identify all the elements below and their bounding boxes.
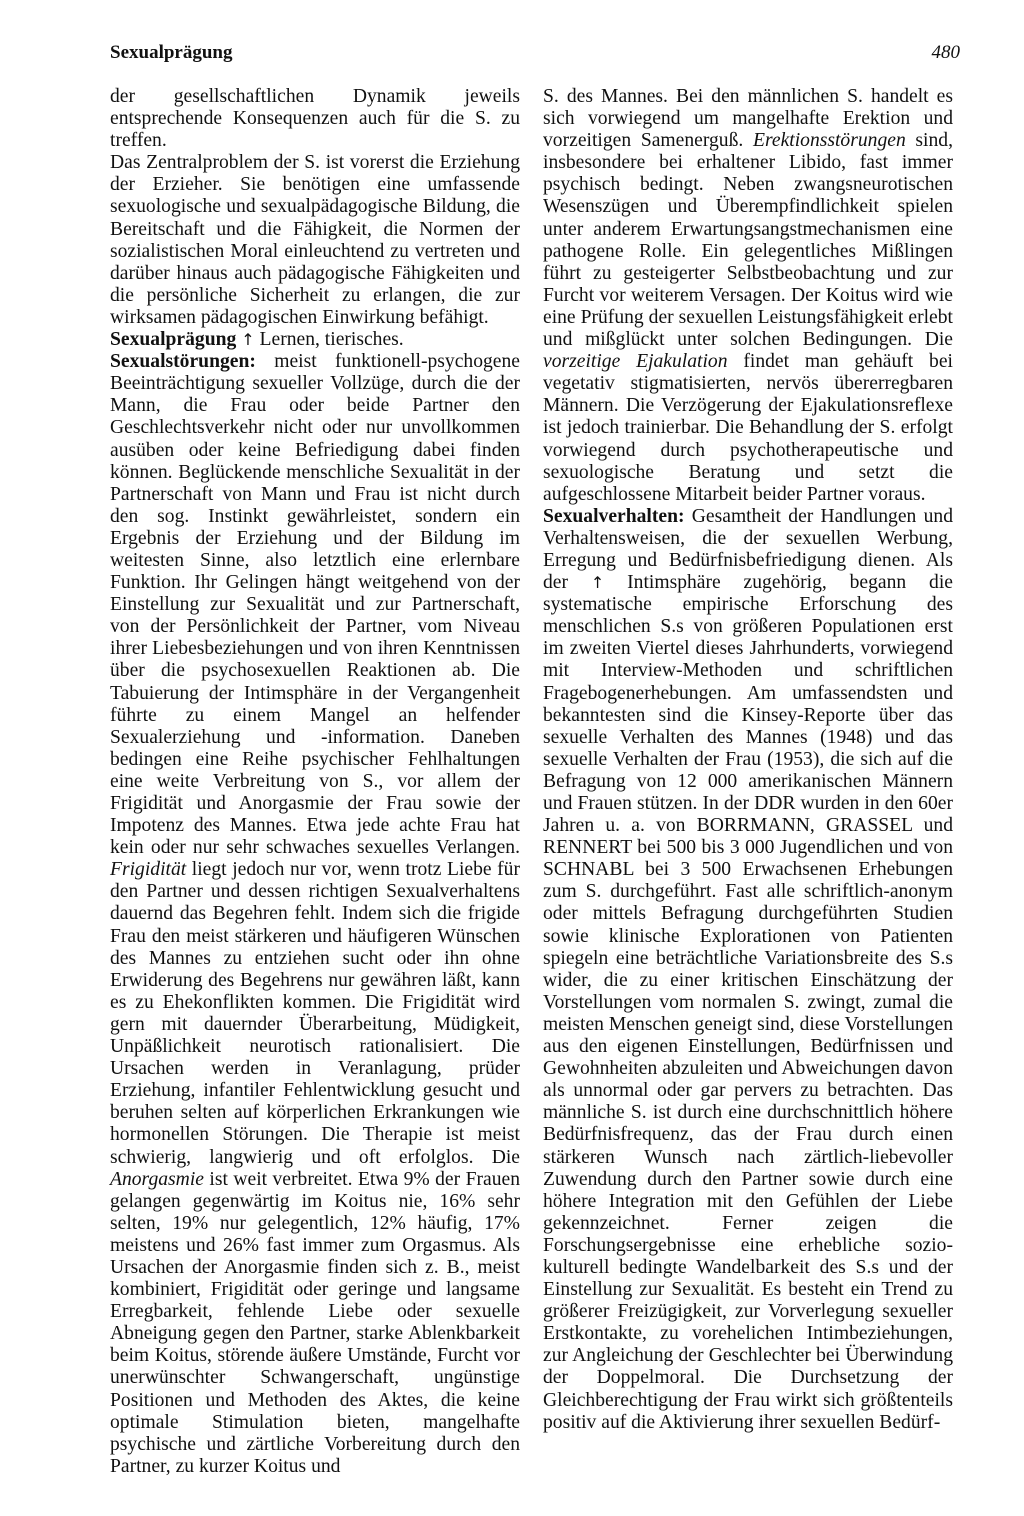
entry-sexualstoerungen (110, 351, 520, 1478)
entry-sexualpraegung (110, 329, 520, 351)
cross-reference-arrow-icon: ↑ (590, 573, 605, 593)
emphasis-term: Erektionsstörungen (753, 130, 906, 152)
entry-term: Sexualstörungen: (110, 351, 256, 373)
entry-term: Sexualprägung (110, 329, 237, 351)
entry-text: Gesamtheit der Handlungen und Verhaltensweisen, die der sexuellen Werbung, Erregung und Bedürfnisbefriedigung dienen. Als der (543, 505, 953, 594)
page-number: 480 (931, 42, 960, 63)
entry-text: findet man gehäuft bei vegetativ stigmatisierten, nervös übererregbaren Männern. Die Verzögerung der Ejakulationsreflexe ist jedoch trainierbar. Die Behandlung der S. erfolgt vorwiegend durch psychotherapeutische und sexuologische Beratung und setzt die aufgeschlossene Mitarbeit beider Partner voraus. (543, 351, 953, 505)
cross-reference-arrow-icon: ↑ (241, 330, 255, 350)
paragraph-continuation: der gesellschaftlichen Dynamik jeweils entsprechende Konsequenzen auch für die S. zu treffen. (110, 86, 520, 152)
emphasis-term: vorzeitige Ejakulation (543, 351, 728, 373)
emphasis-term: Frigidität (110, 859, 187, 881)
entry-text: Intimsphäre zugehörig, begann die systematische empirische Erforschung des menschlichen S.s von größeren Populationen erst im zweiten Viertel dieses Jahrhunderts, vorwiegend mit Interview-Methoden und schriftlichen Fragebogenerhebungen. Am umfassendsten und bekanntesten sind die Kinsey-Reporte über das sexuelle Verhalten des Mannes (1948) und das sexuelle Verhalten der Frau (1953), die sich auf die Befragung von 12 000 amerikanischen Männern und Frauen stützen. In der DDR wurden in den 60er Jahren u. a. von BORRMANN, GRASSEL und RENNERT bei 500 bis 3 000 Jugendlichen und von SCHNABL bei 3 500 Erwachsenen Erhebungen zum S. durchgeführt. Fast alle schriftlich-anonym oder mittels Befragung durchgeführten Studien sowie klinische Explorationen von Patienten spiegeln eine beträchtliche Variationsbreite des S.s wider, die zu einer kritischen Einschätzung der Vorstellungen vom normalen S. zwingt, zumal die meisten Menschen geneigt sind, diese Vorstellungen aus den eigenen Einstellungen, Bedürfnissen und Gewohnheiten abzuleiten und Abweichungen davon als unnormal oder gar pervers zu betrachten. Das männliche S. ist durch eine durchschnittlich höhere Bedürfnisfrequenz, das der Frau durch einen stärkeren Wunsch nach zärtlich-liebevoller Zuwendung durch den Partner sowie durch eine höhere Integration mit den Gefühlen der Liebe gekennzeichnet. Ferner zeigen die Forschungsergebnisse eine erhebliche sozio-kulturell bedingte Wandelbarkeit des S.s und der Einstellung zur Sexualität. Es besteht ein Trend zu größerer Freizügigkeit, zur Vorverlegung sexueller Erstkontakte, zu vorehelichen Intimbeziehungen, zur Angleichung der Geschlechter bei Überwindung der Doppelmoral. Die Durchsetzung der Gleichberechtigung der Frau wirkt sich größtenteils positiv auf die Aktivierung ihrer sexuellen Bedürf- (543, 572, 953, 1433)
entry-text: meist funktionell-psychogene Beeinträchtigung sexueller Vollzüge, durch die der Mann, die Frau oder beide Partner den Geschlechtsverkehr nicht oder nur unvollkommen ausüben oder keine Befriedigung dabei finden können. Beglückende menschliche Sexualität in der Partnerschaft von Mann und Frau ist nicht durch den sog. Instinkt gewährleistet, sondern ein Ergebnis der Erziehung und der Bildung im weitesten Sinne, also letztlich eine erlernbare Funktion. Ihr Gelingen hängt weitgehend von der Einstellung zur Sexualität und zur Partnerschaft, von der Persönlichkeit der Partner, vom Niveau ihrer Liebesbeziehungen und von ihren Kenntnissen über die psychosexuellen Reaktionen ab. Die Tabuierung der Intimsphäre in der Vergangenheit führte zu einem Mangel an helfender Sexualerziehung und -information. Daneben bedingen eine Reihe psychischer Fehlhaltungen eine weite Verbreitung von S., vor allem der Frigidität und Anorgasmie der Frau sowie der Impotenz des Mannes. Etwa jede achte Frau hat kein oder nur sehr schwaches sexuelles Verlangen. (110, 351, 520, 859)
entry-sexualverhalten (543, 506, 953, 1434)
left-column (110, 86, 520, 1478)
entry-text: sind, insbesondere bei erhaltener Libido, fast immer psychisch bedingt. Neben zwangsneurotischen Wesenszügen und Überempfindlichkeit spielen unter anderem Erwartungsangstmechanismen eine pathogene Rolle. Ein gelegentliches Mißlingen führt zu gesteigerter Selbstbeobachtung und zur Furcht vor weiterem Versagen. Der Koitus wird wie eine Prüfung der sexuellen Leistungsfähigkeit erlebt und mißglückt unter solchen Bedingungen. Die (543, 130, 953, 351)
paragraph-erziehung: Das Zentralproblem der S. ist vorerst die Erziehung der Erzieher. Sie benötigen eine umfassende sexuologische und sexualpädagogische Bildung, die Bereitschaft und die Fähigkeit, die Normen der sozialistischen Moral einleuchtend zu vertreten und darüber hinaus auch pädagogische Fähigkeiten und die persönliche Sicherheit zu erlangen, die zur wirksamen pädagogischen Einwirkung befähigt. (110, 152, 520, 328)
paragraph-continuation (543, 86, 953, 506)
emphasis-term: Anorgasmie (110, 1168, 204, 1190)
entry-text: liegt jedoch nur vor, wenn trotz Liebe für den Partner und dessen richtigen Sexualverhaltens dauernd das Begehren fehlt. Indem sich die frigide Frau den meist stärkeren und häufigeren Wünschen des Mannes zu entziehen sucht oder ihn ohne Erwiderung des Begehrens nur gewähren läßt, kann es zu Ehekonflikten kommen. Die Frigidität wird gern mit dauernder Überarbeitung, Müdigkeit, Unpäßlichkeit neurotisch rationalisiert. Die Ursachen werden in Veranlagung, prüder Erziehung, infantiler Fehlentwicklung gesucht und beruhen selten auf körperlichen Erkrankungen wie hormonellen Störungen. Die Therapie ist meist schwierig, langwierig und oft erfolglos. Die (110, 859, 520, 1168)
running-head: Sexualprägung (110, 42, 233, 63)
entry-text: ist weit verbreitet. Etwa 9% der Frauen gelangen gegenwärtig im Koitus nie, 16% sehr selten, 19% nur gelegentlich, 12% häufig, 17% meistens und 26% fast immer zum Orgasmus. Als Ursachen der Anorgasmie finden sich z. B., meist kombiniert, Frigidität oder geringe und langsame Erregbarkeit, fehlende Liebe oder sexuelle Abneigung gegen den Partner, starke Ablenkbarkeit beim Koitus, störende äußere Umstände, Furcht vor unerwünschter Schwangerschaft, ungünstige Positionen und Methoden des Aktes, die keine optimale Stimulation bieten, mangelhafte psychische und zärtliche Vorbereitung durch den Partner, zu kurzer Koitus und (110, 1168, 520, 1477)
right-column (543, 86, 953, 1434)
entry-text: S. des Mannes. Bei den männlichen S. handelt es sich vorwiegend um mangelhafte Erektion und vorzeitigen Samenerguß. (543, 86, 953, 152)
entry-text: Lernen, tierisches. (254, 329, 404, 351)
entry-term: Sexualverhalten: (543, 505, 685, 527)
